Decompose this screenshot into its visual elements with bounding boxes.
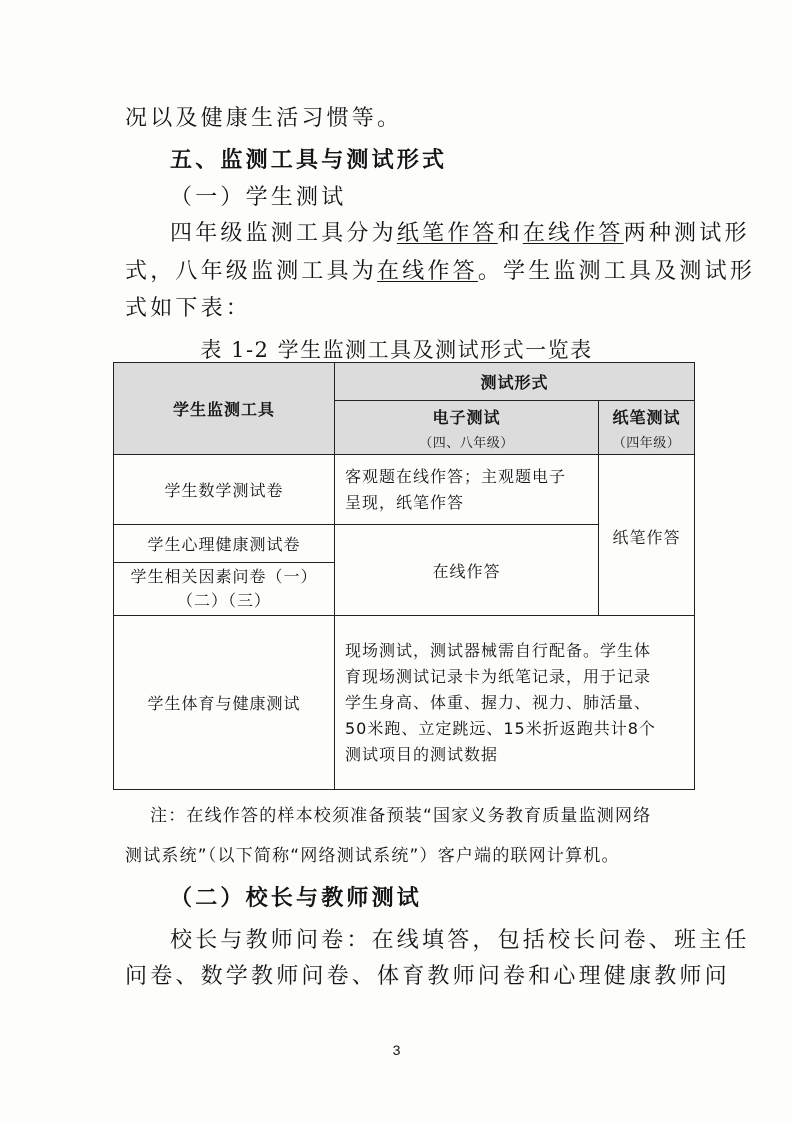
subsection-principal-teacher: （二）校长与教师测试 <box>170 886 423 911</box>
para1-text: 四年级监测工具分为 <box>170 221 397 246</box>
header-tool: 学生监测工具 <box>114 363 335 455</box>
row-questionnaire-line: 学生相关因素问卷（一） <box>130 567 318 586</box>
para2-line2: 问卷、数学教师问卷、体育教师问卷和心理健康教师问 <box>125 964 730 989</box>
intro-tail-text: 况以及健康生活习惯等。 <box>125 106 403 131</box>
row-pe-detail-line: 50米跑、立定跳远、15米折返跑共计8个 <box>345 718 656 738</box>
header-paper-cell <box>599 401 695 455</box>
header-electronic-sub: （四、八年级） <box>419 435 514 451</box>
para1-line3: 式如下表： <box>125 296 252 321</box>
header-electronic: 电子测试 <box>432 407 501 427</box>
page-number: 3 <box>392 1042 401 1058</box>
para1-text: 两种测试形 <box>623 221 750 246</box>
para1-line1 <box>170 219 750 249</box>
row-pe-detail-line: 现场测试，测试器械需自行配备。学生体 <box>345 640 652 660</box>
row-pe-detail-line: 测试项目的测试数据 <box>345 744 499 764</box>
para1-text: 。学生监测工具及测试形 <box>477 259 756 284</box>
term-online-answer: 在线作答 <box>377 259 478 284</box>
row-questionnaire-line: （二）（三） <box>176 591 271 610</box>
para1-text: 和 <box>497 221 523 246</box>
row-pe-detail-line: 学生身高、体重、握力、视力、肺活量、 <box>345 692 652 712</box>
para1-text: 式，八年级监测工具为 <box>125 259 378 284</box>
row-psych-tool: 学生心理健康测试卷 <box>114 525 335 563</box>
row-questionnaire-tool <box>114 563 335 616</box>
row-pe-detail <box>335 616 695 790</box>
online-merged-cell: 在线作答 <box>335 525 599 616</box>
row-pe-tool: 学生体育与健康测试 <box>114 616 335 790</box>
para1-line2 <box>125 257 755 287</box>
table-caption: 表 1-2 学生监测工具及测试形式一览表 <box>200 338 593 362</box>
row-math-electronic-line: 客观题在线作答；主观题电子 <box>345 466 567 486</box>
row-pe-detail-line: 育现场测试记录卡为纸笔记录，用于记录 <box>345 666 652 686</box>
header-form: 测试形式 <box>335 363 695 401</box>
section-heading: 五、监测工具与测试形式 <box>170 148 448 173</box>
para2-line1: 校长与教师问卷：在线填答，包括校长问卷、班主任 <box>170 928 750 953</box>
term-online-answer: 在线作答 <box>522 221 624 246</box>
note-line2: 测试系统”（以下简称“网络测试系统”）客户端的联网计算机。 <box>125 846 620 866</box>
row-math-tool: 学生数学测试卷 <box>114 455 335 525</box>
header-electronic-cell <box>335 401 599 455</box>
term-paper-answer: 纸笔作答 <box>396 221 498 246</box>
row-math-electronic <box>335 455 599 525</box>
subsection-student-test: （一）学生测试 <box>170 185 347 210</box>
monitoring-tools-table <box>113 362 695 790</box>
header-paper: 纸笔测试 <box>612 407 681 427</box>
paper-merged-cell: 纸笔作答 <box>599 455 695 616</box>
header-paper-sub: （四年级） <box>612 435 681 451</box>
row-math-electronic-line: 呈现，纸笔作答 <box>345 492 465 512</box>
note-line1: 注：在线作答的样本校须准备预装“国家义务教育质量监测网络 <box>150 806 652 826</box>
